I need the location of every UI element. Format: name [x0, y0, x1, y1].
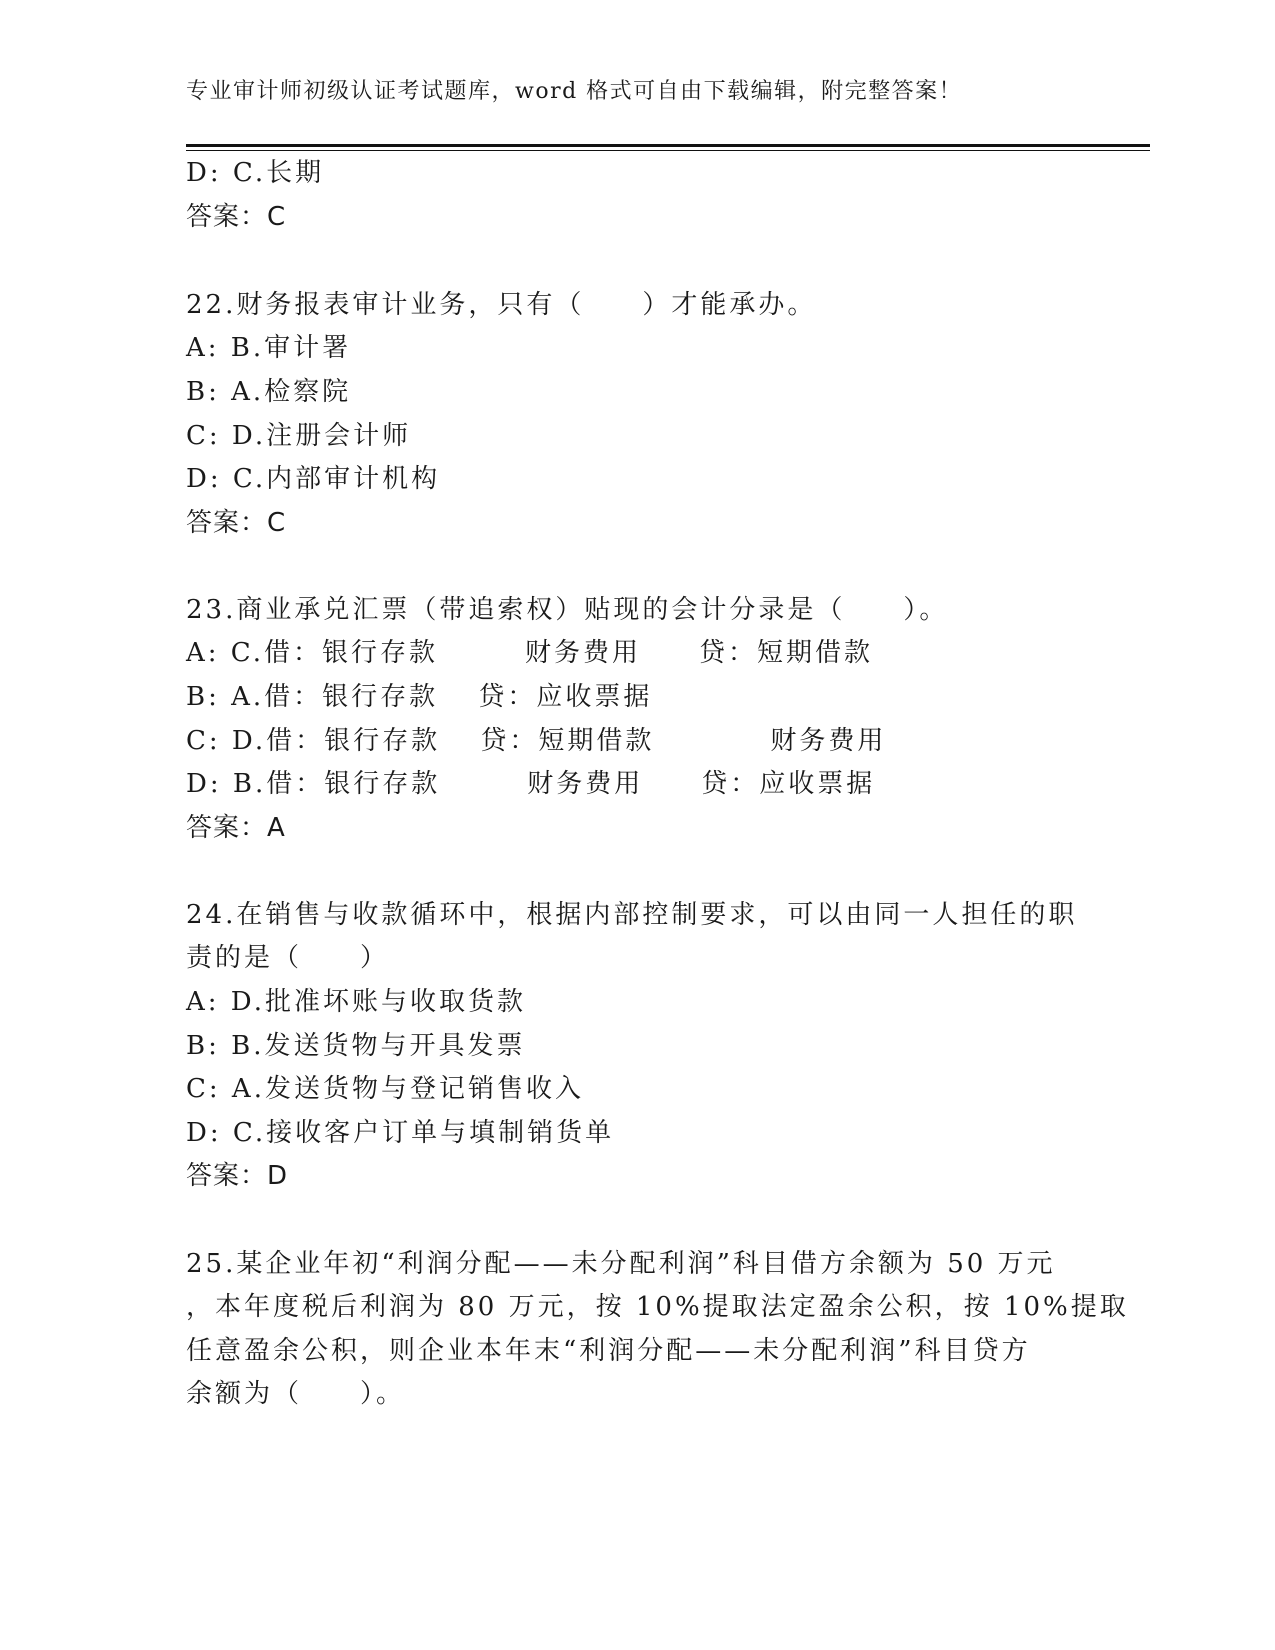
q23-answer: 答案：A	[186, 813, 286, 843]
q23-option-a: A: C.借：银行存款 财务费用 贷：短期借款	[186, 638, 874, 668]
q23-option-c: C: D.借：银行存款 贷：短期借款 财务费用	[186, 726, 887, 756]
q23-stem: 23.商业承兑汇票（带追索权）贴现的会计分录是（ ）。	[186, 595, 949, 625]
header-rule-thin	[186, 150, 1150, 151]
q24-option-d: D: C.接收客户订单与填制销货单	[186, 1118, 615, 1148]
q22-option-a: A: B.审计署	[186, 333, 352, 363]
q25-stem-line-4: 余额为（ ）。	[186, 1379, 406, 1409]
q24-stem-line-1: 24.在销售与收款循环中，根据内部控制要求，可以由同一人担任的职	[186, 900, 1078, 930]
q21-option-d: D: C.长期	[186, 158, 325, 188]
q25-stem-line-1: 25.某企业年初“利润分配——未分配利润”科目借方余额为 50 万元	[186, 1249, 1056, 1279]
q22-option-c: C: D.注册会计师	[186, 421, 412, 451]
q22-stem: 22.财务报表审计业务，只有（ ）才能承办。	[186, 290, 817, 320]
q22-option-b: B: A.检察院	[186, 377, 352, 407]
q23-option-b: B: A.借：银行存款 贷：应收票据	[186, 682, 653, 712]
q25-stem-line-2: ，本年度税后利润为 80 万元，按 10%提取法定盈余公积，按 10%提取	[186, 1292, 1129, 1322]
q22-answer: 答案：C	[186, 508, 287, 538]
q23-option-d: D: B.借：银行存款 财务费用 贷：应收票据	[186, 769, 876, 799]
q24-option-b: B: B.发送货物与开具发票	[186, 1031, 526, 1061]
q24-stem-line-2: 责的是（ ）	[186, 943, 390, 973]
q24-option-a: A: D.批准坏账与收取货款	[186, 987, 526, 1017]
q24-option-c: C: A.发送货物与登记销售收入	[186, 1074, 584, 1104]
q21-answer: 答案：C	[186, 202, 287, 232]
q25-stem-line-3: 任意盈余公积，则企业本年末“利润分配——未分配利润”科目贷方	[186, 1336, 1031, 1366]
page-header: 专业审计师初级认证考试题库，word 格式可自由下载编辑，附完整答案！	[186, 79, 963, 104]
q22-option-d: D: C.内部审计机构	[186, 464, 441, 494]
q24-answer: 答案：D	[186, 1161, 289, 1191]
header-rule-thick	[186, 144, 1150, 147]
